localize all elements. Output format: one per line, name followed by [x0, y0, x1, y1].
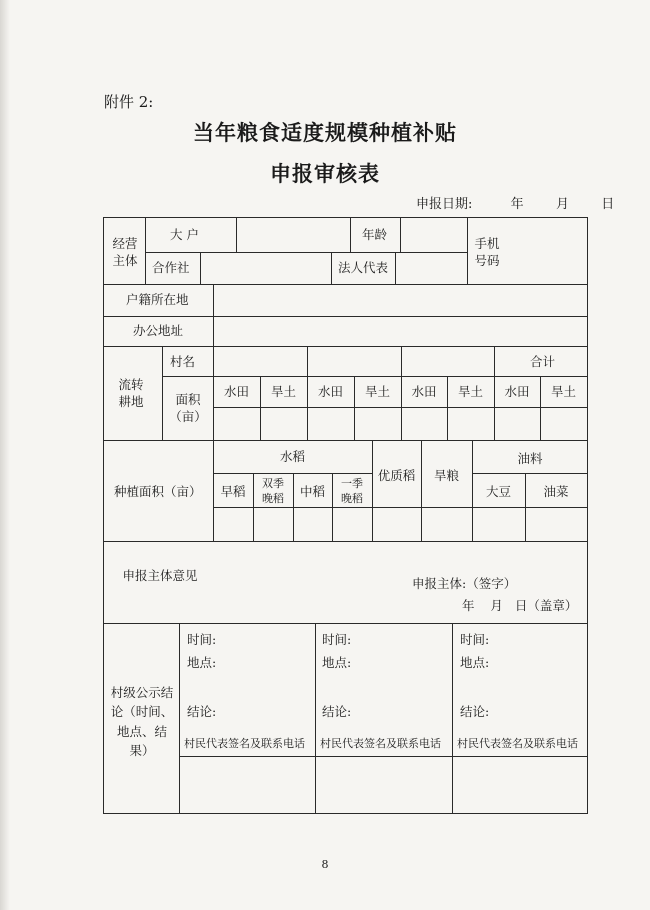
area-label: 面积（亩）	[169, 392, 207, 424]
conclusion-label: 结论:	[187, 704, 217, 719]
entity-label: 经营主体	[112, 236, 138, 268]
transfer-label: 流转耕地	[118, 377, 144, 409]
rule	[162, 346, 163, 440]
rule	[179, 623, 180, 813]
publicity-label: 村级公示结论（时间、地点、结果）	[110, 685, 174, 759]
rule	[421, 440, 422, 541]
table-border-top	[103, 217, 588, 218]
rule	[145, 217, 146, 284]
conclusion-label: 结论:	[460, 704, 490, 719]
rule	[179, 756, 588, 757]
rule	[103, 440, 588, 441]
residence-label: 户籍所在地	[126, 292, 189, 307]
rule	[253, 473, 254, 541]
signature-label: 申报主体:（签字）	[412, 576, 517, 591]
rule	[213, 507, 588, 508]
oil-label: 油料	[517, 451, 543, 466]
large-household-label: 大 户	[170, 227, 199, 242]
rule	[213, 284, 214, 346]
paddy-label: 水田	[223, 384, 249, 399]
rule	[145, 252, 468, 253]
time-label: 时间:	[322, 632, 352, 647]
dry-label: 旱土	[364, 384, 390, 399]
office-label: 办公地址	[133, 323, 184, 338]
rule	[236, 217, 237, 252]
early-rice-label: 早稻	[220, 484, 246, 499]
rule	[293, 473, 294, 541]
rule	[200, 252, 201, 284]
cooperative-label: 合作社	[152, 260, 190, 275]
single-late-label: 一季晚稻	[341, 477, 363, 505]
date-month: 月	[555, 197, 569, 212]
age-label: 年龄	[362, 227, 388, 242]
form-title: 当年粮食适度规模种植补贴	[193, 120, 457, 145]
mid-rice-label: 中稻	[299, 484, 325, 499]
rice-label: 水稻	[279, 449, 305, 464]
table-border-bottom	[103, 813, 588, 814]
dry-label: 旱土	[270, 384, 296, 399]
total-label: 合计	[530, 354, 556, 369]
legal-rep-label: 法人代表	[338, 260, 389, 275]
time-label: 时间:	[460, 632, 490, 647]
opinion-label: 申报主体意见	[122, 568, 198, 583]
place-label: 地点:	[460, 655, 490, 670]
declaration-date	[416, 193, 614, 212]
page-number: 8	[321, 858, 329, 871]
rule	[372, 440, 373, 541]
rule	[332, 473, 333, 541]
rule	[467, 217, 468, 284]
table-border-right	[587, 217, 588, 814]
paddy-label: 水田	[411, 384, 437, 399]
table-border-left	[103, 217, 104, 814]
paddy-label: 水田	[504, 384, 530, 399]
place-label: 地点:	[322, 655, 352, 670]
quality-rice-label: 优质稻	[377, 468, 416, 483]
rule	[400, 217, 401, 252]
rapeseed-label: 油菜	[543, 484, 569, 499]
soybean-label: 大豆	[485, 484, 511, 499]
rule	[331, 252, 332, 284]
dry-label: 旱土	[457, 384, 483, 399]
rule	[162, 376, 588, 377]
time-label: 时间:	[187, 632, 217, 647]
annex-label: 附件 2:	[104, 93, 154, 111]
dry-label: 旱土	[550, 384, 576, 399]
rule	[350, 217, 351, 252]
rule	[472, 473, 588, 474]
planting-label: 种植面积（亩）	[114, 484, 202, 499]
village-label: 村名	[170, 354, 196, 369]
conclusion-label: 结论:	[322, 704, 352, 719]
date-label: 申报日期:	[416, 197, 473, 212]
double-late-label: 双季晚稻	[262, 477, 284, 505]
paddy-label: 水田	[317, 384, 343, 399]
rule	[452, 623, 453, 813]
rule	[103, 623, 588, 624]
rule	[525, 473, 526, 541]
place-label: 地点:	[187, 655, 217, 670]
rule	[103, 284, 588, 285]
phone-label: 手机号码	[474, 236, 500, 268]
rule	[103, 346, 588, 347]
grain-label: 旱粮	[433, 468, 459, 483]
rep-sign-label: 村民代表签名及联系电话	[184, 737, 305, 750]
rule	[103, 316, 588, 317]
rep-sign-label: 村民代表签名及联系电话	[320, 737, 441, 750]
date-day: 日	[601, 197, 615, 212]
rule	[395, 252, 396, 284]
form-subtitle: 申报审核表	[270, 161, 380, 186]
date-year: 年	[510, 197, 524, 212]
rule	[315, 623, 316, 813]
rep-sign-label: 村民代表签名及联系电话	[457, 737, 578, 750]
seal-date-label: 年 月 日（盖章）	[462, 598, 578, 613]
rule	[103, 541, 588, 542]
